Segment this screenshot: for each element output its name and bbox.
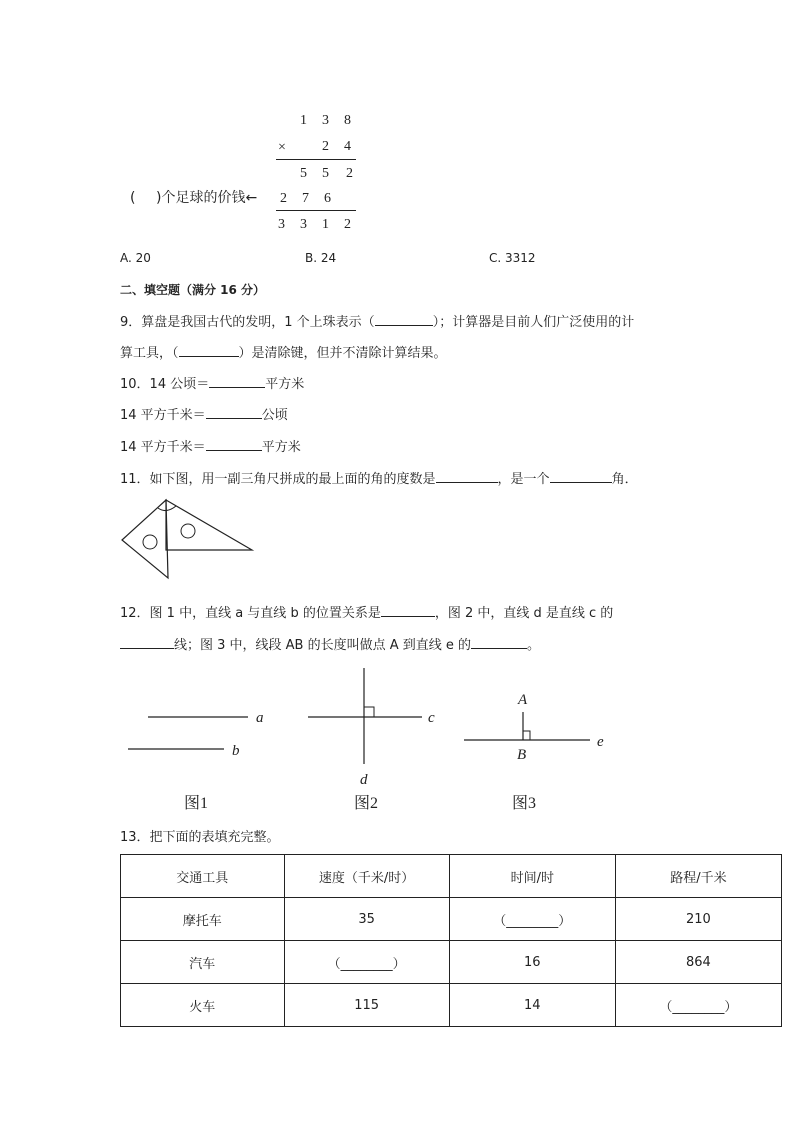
table-row xyxy=(121,984,782,1027)
table-cell: 115 xyxy=(284,984,449,1027)
triangle-rulers-figure xyxy=(118,496,258,586)
table-header: 速度（千米/时） xyxy=(284,855,449,898)
question-10-line3 xyxy=(120,438,301,456)
digit: 2 xyxy=(346,166,353,181)
digit: 6 xyxy=(324,191,331,206)
q11-text: 角． xyxy=(611,472,638,487)
option-a: A. 20 xyxy=(120,251,151,265)
digit: 3 xyxy=(278,217,285,232)
label-a: a xyxy=(256,710,264,726)
table-cell: 14 xyxy=(449,984,615,1027)
q10-text: 10．14 公顷＝ xyxy=(120,377,210,392)
question-label: )个足球的价钱← xyxy=(156,190,258,206)
question-9-line2 xyxy=(120,344,447,362)
q12-text: 线；图 3 中，线段 AB 的长度叫做点 A 到直线 e 的 xyxy=(174,638,472,653)
question-12-line1 xyxy=(120,604,613,622)
table-cell: 210 xyxy=(615,898,781,941)
q9-text: 9．算盘是我国古代的发明，1 个上珠表示（ xyxy=(120,315,375,330)
digit: 2 xyxy=(322,139,329,154)
table-cell-blank[interactable]: （________） xyxy=(284,941,449,984)
table-header: 路程/千米 xyxy=(615,855,781,898)
label-d: d xyxy=(360,772,368,788)
answer-blank[interactable] xyxy=(471,636,527,649)
table-cell: 16 xyxy=(449,941,615,984)
ruler-hole xyxy=(143,535,157,549)
triangle-ruler-left xyxy=(122,500,168,578)
answer-blank[interactable] xyxy=(206,438,262,451)
digit: 1 xyxy=(322,217,329,232)
divider-line xyxy=(276,159,356,160)
question-10-line1 xyxy=(120,375,304,393)
question-9-line1 xyxy=(120,313,634,331)
option-b: B. 24 xyxy=(305,251,337,265)
q11-text: 11．如下图，用一副三角尺拼成的最上面的角的度数是 xyxy=(120,472,436,487)
caption-fig1: 图1 xyxy=(184,795,209,812)
q12-text: 12．图 1 中，直线 a 与直线 b 的位置关系是 xyxy=(120,606,381,621)
answer-blank[interactable] xyxy=(550,470,612,483)
right-angle-mark xyxy=(364,707,374,717)
right-angle-mark xyxy=(523,731,530,740)
digit: 1 xyxy=(300,113,307,128)
digit: 5 xyxy=(322,166,329,181)
table-row xyxy=(121,898,782,941)
label-c: c xyxy=(428,710,435,726)
table-cell-blank[interactable]: （________） xyxy=(615,984,781,1027)
line-figures xyxy=(110,664,630,824)
caption-fig2: 图2 xyxy=(354,795,379,812)
option-c: C. 3312 xyxy=(489,251,536,265)
table-cell: 864 xyxy=(615,941,781,984)
answer-blank[interactable] xyxy=(375,313,433,326)
label-b: b xyxy=(232,743,240,759)
table-cell: 35 xyxy=(284,898,449,941)
digit: 4 xyxy=(344,139,351,154)
q10-text: 14 平方千米＝ xyxy=(120,408,206,423)
triangle-ruler-right xyxy=(166,500,252,550)
table-cell: 摩托车 xyxy=(121,898,285,941)
answer-blank[interactable] xyxy=(120,636,174,649)
digit: 3 xyxy=(300,217,307,232)
q10-text: 公顷 xyxy=(261,408,288,423)
label-A: A xyxy=(518,692,528,708)
angle-arc xyxy=(158,506,176,511)
divider-line xyxy=(276,210,356,211)
label-B: B xyxy=(517,747,527,763)
digit: 3 xyxy=(322,113,329,128)
table-cell: 汽车 xyxy=(121,941,285,984)
answer-blank[interactable] xyxy=(206,406,262,419)
q9-text: ）是清除键，但并不清除计算结果。 xyxy=(238,346,447,361)
table-header-row xyxy=(121,855,782,898)
answer-blank[interactable] xyxy=(381,604,435,617)
answer-blank[interactable] xyxy=(436,470,498,483)
speed-time-distance-table xyxy=(120,854,782,1027)
table-cell-blank[interactable]: （________） xyxy=(449,898,615,941)
table-cell: 火车 xyxy=(121,984,285,1027)
times-sign: × xyxy=(278,140,286,155)
digit: 2 xyxy=(344,217,351,232)
q12-text: ，图 2 中，直线 d 是直线 c 的 xyxy=(434,606,614,621)
section-title: 二、填空题（满分 16 分） xyxy=(120,283,266,297)
digit: 5 xyxy=(300,166,307,181)
ruler-hole xyxy=(181,524,195,538)
answer-blank[interactable] xyxy=(209,375,265,388)
q10-text: 平方米 xyxy=(261,440,301,455)
digit: 2 xyxy=(280,191,287,206)
q9-text: ）；计算器是目前人们广泛使用的计 xyxy=(432,315,635,330)
digit: 7 xyxy=(302,191,309,206)
q10-text: 14 平方千米＝ xyxy=(120,440,206,455)
q9-text: 算工具，（ xyxy=(120,346,179,361)
question-11 xyxy=(120,470,638,488)
caption-fig3: 图3 xyxy=(512,795,537,812)
q10-text: 平方米 xyxy=(265,377,305,392)
question-12-line2 xyxy=(120,636,540,654)
table-header: 时间/时 xyxy=(449,855,615,898)
label-e: e xyxy=(597,734,604,750)
digit: 8 xyxy=(344,113,351,128)
question-13-title: 13．把下面的表填充完整。 xyxy=(120,830,280,845)
q11-text: ，是一个 xyxy=(497,472,550,487)
table-header: 交通工具 xyxy=(121,855,285,898)
answer-blank[interactable] xyxy=(179,344,239,357)
question-open-paren: ( xyxy=(130,190,136,206)
table-row xyxy=(121,941,782,984)
q12-text: 。 xyxy=(527,638,541,653)
question-10-line2 xyxy=(120,406,288,424)
